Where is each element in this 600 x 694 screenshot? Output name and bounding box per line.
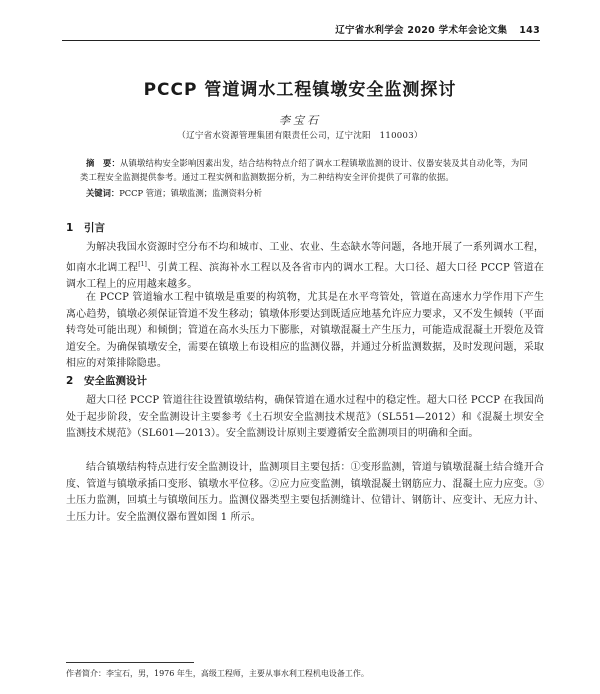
abstract-text: 从镇墩结构安全影响因素出发，结合结构特点介绍了调水工程镇墩监测的设计、仪器安装及其自动化等，为同类工程安全监测提供参考。通过工程实例和监测数据分析，为二种结构安全评价提供了可靠的依据。: [80, 158, 528, 182]
author-name: 李宝石: [279, 114, 321, 127]
section-1-number: 1: [66, 222, 74, 234]
section-2-paragraph-1: 超大口径 PCCP 管道往往设置镇墩结构，确保管道在通水过程中的稳定性。超大口径 PCCP 在我国尚处于起步阶段，安全监测设计主要参考《土石坝安全监测技术规范》（SL551—2012）和《混凝土坝安全监测技术规范》（SL601—2013）。安全监测设计原则主要遵循安全监测项目的明确和全面。: [66, 395, 544, 440]
section-2-paragraph-2: 结合镇墩结构特点进行安全监测设计，监测项目主要包括：①变形监测，管道与镇墩混凝土结合缝开合度、管道与镇墩承插口变形、镇墩水平位移。②应力应变监测，镇墩混凝土钢筋应力、混凝土应力应变。③土压力监测，回填土与镇墩间压力。监测仪器类型主要包括测缝计、位错计、钢筋计、应变计、无应力计、土压力计。安全监测仪器布置如图 1 所示。: [66, 462, 544, 523]
author-footnote: 作者简介：李宝石，男，1976 年生，高级工程师，主要从事水利工程机电设备工作。: [66, 669, 369, 678]
section-1-paragraph-2: 在 PCCP 管道输水工程中镇墩是重要的构筑物，尤其是在水平弯管处，管道在高速水力学作用下产生离心趋势，镇墩必须保证管道不发生移动；镇墩体形要达到既适应地基允许应力要求，又不发生倾转（平面转弯处可能出现）和倾倒；管道在高水头压力下膨胀，对镇墩混凝土产生压力，可能造成混凝土开裂危及管道安全。为确保镇墩安全，需要在镇墩上布设相应的监测仪器，并通过分析监测数据，及时发现问题，采取相应的对策排除隐患。: [66, 292, 544, 370]
section-1-paragraph-1: 为解决我国水资源时空分布不均和城市、工业、农业、生态缺水等问题，各地开展了一系列调水工程，如南水北调工程[1]、引黄工程、滨海补水工程以及各省市内的调水工程。大口径、超大口径 PCCP 管道在调水工程上的应用越来越多。: [66, 242, 545, 290]
author-affiliation: （辽宁省水资源管理集团有限责任公司，辽宁沈阳 110003）: [177, 131, 423, 141]
page-number: 143: [519, 25, 540, 36]
running-header: [62, 22, 540, 41]
section-1-heading: [66, 220, 105, 235]
section-1-title: 引言: [84, 222, 105, 234]
abstract: [80, 157, 528, 184]
section-2-number: 2: [66, 375, 74, 387]
footnote-divider: [66, 662, 194, 663]
keywords-text: PCCP 管道；镇墩监测；监测资料分析: [119, 188, 262, 198]
section-2-heading: [66, 373, 147, 388]
paper-title: PCCP 管道调水工程镇墩安全监测探讨: [143, 80, 457, 100]
abstract-label: 摘 要：: [86, 158, 120, 168]
keywords-label: 关键词：: [86, 188, 120, 198]
citation-ref: [1]: [138, 260, 147, 268]
journal-name: 辽宁省水利学会 2020 学术年会论文集: [335, 25, 508, 36]
keywords: [80, 187, 528, 200]
section-2-title: 安全监测设计: [84, 375, 147, 387]
